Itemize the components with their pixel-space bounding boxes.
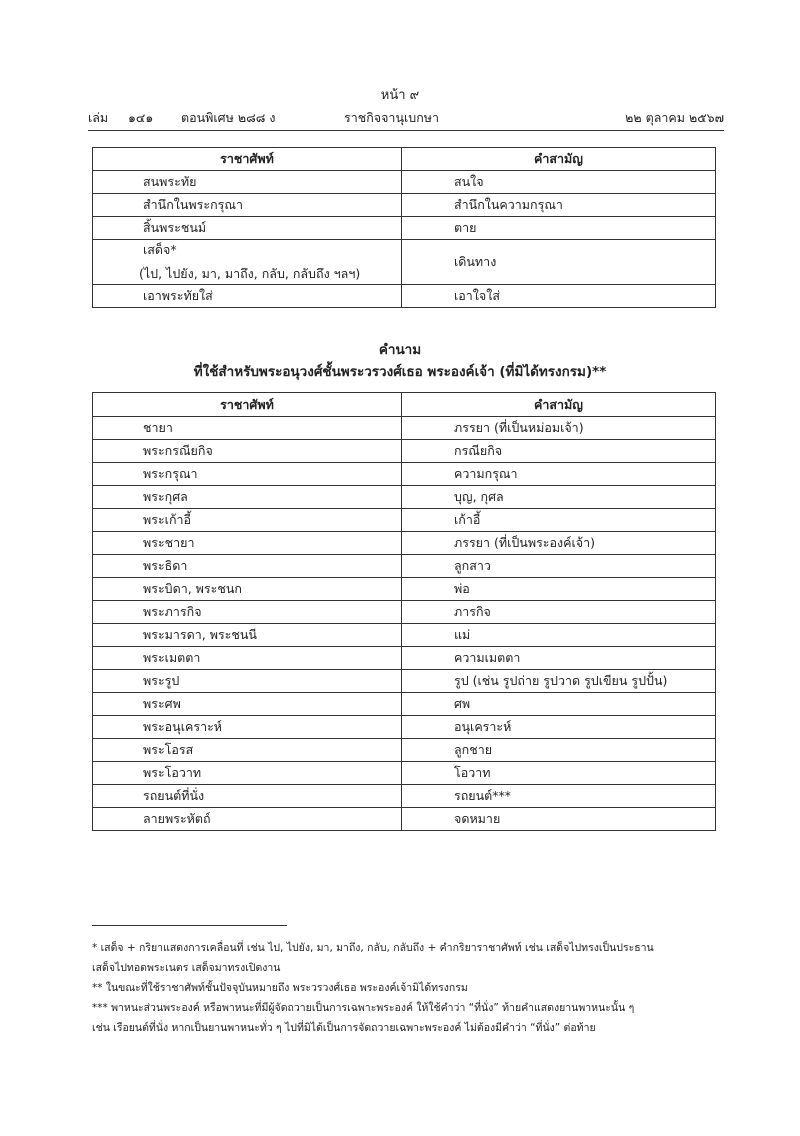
- royal-term: รถยนต์ที่นั่ง: [93, 785, 402, 808]
- royal-term: พระโอวาท: [93, 762, 402, 785]
- royal-term: สำนึกในพระกรุณา: [93, 194, 402, 217]
- footnote-rule: [92, 925, 287, 926]
- noun-table: [92, 392, 716, 831]
- royal-term: ชายา: [93, 417, 402, 440]
- royal-term-note: (ไป, ไปยัง, มา, มาถึง, กลับ, กลับถึง ฯลฯ): [139, 266, 361, 281]
- common-term: รถยนต์***: [402, 785, 716, 808]
- common-term: ความกรุณา: [402, 463, 716, 486]
- column-header-common: คำสามัญ: [402, 148, 716, 171]
- table-row: [93, 578, 716, 601]
- common-term: ศพ: [402, 693, 716, 716]
- table-header-row: [93, 148, 716, 171]
- table-row: [93, 486, 716, 509]
- section-subtitle: ที่ใช้สำหรับพระอนุวงศ์ชั้นพระวรวงศ์เธอ พระองค์เจ้า (ที่มิได้ทรงกรม)**: [193, 364, 607, 380]
- column-header-royal: ราชาศัพท์: [93, 148, 402, 171]
- document-header: [88, 108, 724, 128]
- royal-term: พระศพ: [93, 693, 402, 716]
- table-row: [93, 463, 716, 486]
- royal-term: พระมารดา, พระชนนี: [93, 624, 402, 647]
- common-term: กรณียกิจ: [402, 440, 716, 463]
- royal-term: พระเก้าอี้: [93, 509, 402, 532]
- header-volume-number: ๑๔๑: [128, 110, 154, 125]
- table-row: [93, 808, 716, 831]
- table-row: [93, 240, 716, 285]
- table-row: [93, 171, 716, 194]
- royal-term: พระกุศล: [93, 486, 402, 509]
- common-term: อนุเคราะห์: [402, 716, 716, 739]
- common-term: พ่อ: [402, 578, 716, 601]
- header-rule: [88, 130, 724, 131]
- footnote-2: ** ในขณะที่ใช้ราชาศัพท์ชั้นปัจจุบันหมายถึง พระวรวงศ์เธอ พระองค์เจ้ามิได้ทรงกรม: [92, 982, 468, 994]
- table-row: [93, 601, 716, 624]
- table-row: [93, 785, 716, 808]
- common-term: บุญ, กุศล: [402, 486, 716, 509]
- footnotes: [92, 938, 724, 1038]
- royal-term: สิ้นพระชนม์: [93, 217, 402, 240]
- royal-term: พระภารกิจ: [93, 601, 402, 624]
- table-row: [93, 532, 716, 555]
- table-row: [93, 693, 716, 716]
- common-term: เก้าอี้: [402, 509, 716, 532]
- footnote-3: *** พาหนะส่วนพระองค์ หรือพาหนะที่มีผู้จัดถวายเป็นการเฉพาะพระองค์ ให้ใช้คำว่า “ที่นั่ง” ท้ายคำแสดงยานพาหนะนั้น ๆ: [92, 1002, 635, 1014]
- table-row: [93, 285, 716, 308]
- table-row: [93, 762, 716, 785]
- common-term: รูป (เช่น รูปถ่าย รูปวาด รูปเขียน รูปปั้น): [402, 670, 716, 693]
- table-row: [93, 647, 716, 670]
- table-row: [93, 555, 716, 578]
- royal-term: พระบิดา, พระชนก: [93, 578, 402, 601]
- royal-term: พระชายา: [93, 532, 402, 555]
- table-row: [93, 440, 716, 463]
- common-term: โอวาท: [402, 762, 716, 785]
- common-term: แม่: [402, 624, 716, 647]
- royal-term: พระรูป: [93, 670, 402, 693]
- table-row: [93, 670, 716, 693]
- royal-term: เอาพระทัยใส่: [93, 285, 402, 308]
- table-header-row: [93, 393, 716, 417]
- common-term: ภรรยา (ที่เป็นหม่อมเจ้า): [402, 417, 716, 440]
- footnote-1: * เสด็จ + กริยาแสดงการเคลื่อนที่ เช่น ไป, ไปยัง, มา, มาถึง, กลับ, กลับถึง + คำกริยาราชาศัพท์ เช่น เสด็จไปทรงเป็นประธาน: [92, 942, 654, 954]
- table-row: [93, 739, 716, 762]
- royal-term-cell: [93, 240, 402, 285]
- royal-term: พระอนุเคราะห์: [93, 716, 402, 739]
- royal-term: พระโอรส: [93, 739, 402, 762]
- table-row: [93, 217, 716, 240]
- common-term: เอาใจใส่: [402, 285, 716, 308]
- header-issue: ตอนพิเศษ ๒๘๘ ง: [181, 110, 276, 125]
- header-date: ๒๒ ตุลาคม ๒๕๖๗: [625, 110, 724, 125]
- royal-term: พระกรุณา: [93, 463, 402, 486]
- royal-term: สนพระทัย: [93, 171, 402, 194]
- royal-term: พระธิดา: [93, 555, 402, 578]
- common-term: ภรรยา (ที่เป็นพระองค์เจ้า): [402, 532, 716, 555]
- table-row: [93, 624, 716, 647]
- table-row: [93, 509, 716, 532]
- common-term: ความเมตตา: [402, 647, 716, 670]
- common-term: จดหมาย: [402, 808, 716, 831]
- royal-term: ลายพระหัตถ์: [93, 808, 402, 831]
- footnote-1-continued: เสด็จไปทอดพระเนตร เสด็จมาทรงเปิดงาน: [92, 962, 281, 974]
- royal-term: พระเมตตา: [93, 647, 402, 670]
- common-term: ลูกสาว: [402, 555, 716, 578]
- common-term: สนใจ: [402, 171, 716, 194]
- common-term: เดินทาง: [402, 240, 716, 285]
- common-term: สำนึกในความกรุณา: [402, 194, 716, 217]
- common-term: ตาย: [402, 217, 716, 240]
- table-row: [93, 194, 716, 217]
- royal-term: เสด็จ*: [143, 242, 177, 257]
- verb-table: [92, 147, 716, 308]
- common-term: ภารกิจ: [402, 601, 716, 624]
- header-publication: ราชกิจจานุเบกษา: [344, 110, 440, 125]
- column-header-royal: ราชาศัพท์: [93, 393, 402, 417]
- table-row: [93, 417, 716, 440]
- column-header-common: คำสามัญ: [402, 393, 716, 417]
- common-term: ลูกชาย: [402, 739, 716, 762]
- page-number: หน้า ๙: [380, 88, 420, 103]
- header-volume-label: เล่ม: [88, 110, 109, 125]
- table-row: [93, 716, 716, 739]
- footnote-3-continued: เช่น เรือยนต์ที่นั่ง หากเป็นยานพาหนะทั่ว ๆ ไปที่มิได้เป็นการจัดถวายเฉพาะพระองค์ ไม่ต้องมีคำว่า “ที่นั่ง” ต่อท้าย: [92, 1022, 596, 1034]
- section-title: คำนาม: [378, 342, 422, 358]
- royal-term: พระกรณียกิจ: [93, 440, 402, 463]
